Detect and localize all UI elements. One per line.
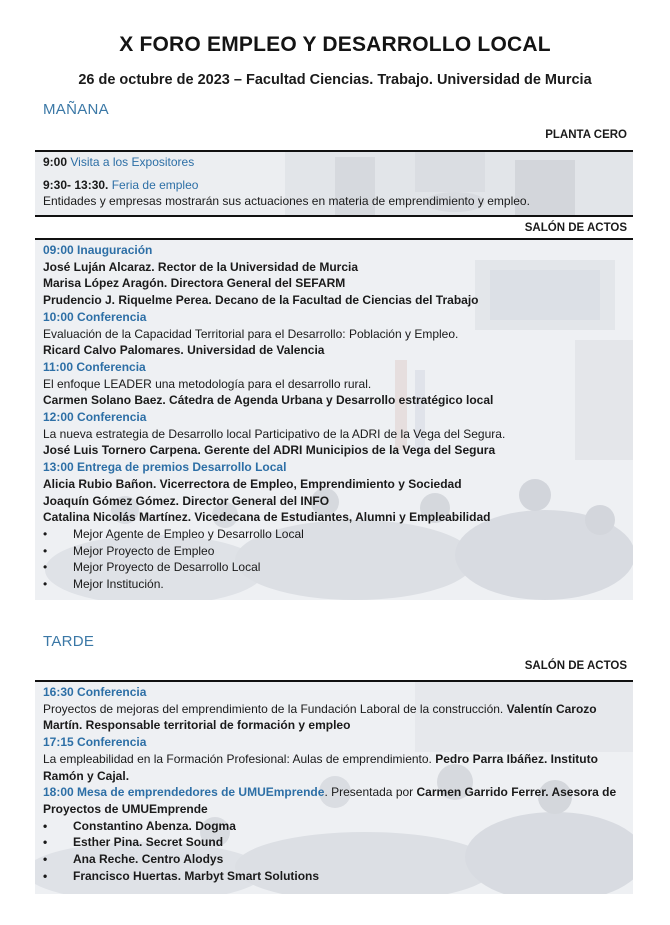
conference-speaker: José Luis Tornero Carpena. Gerente del ADRI Municipios de la Vega del Segura: [43, 443, 496, 458]
list-item: • Mejor Institución.: [43, 577, 164, 592]
award-category: Mejor Institución.: [73, 577, 164, 592]
speaker-line: José Luján Alcaraz. Rector de la Universidad de Murcia: [43, 259, 358, 274]
award-category: Mejor Proyecto de Desarrollo Local: [73, 560, 261, 575]
conference-description: El enfoque LEADER una metodología para el desarrollo rural.: [43, 376, 372, 391]
conference-title: 10:00 Conferencia: [43, 309, 147, 324]
salon-actos-label: SALÓN DE ACTOS: [524, 222, 627, 234]
panelist: Ana Reche. Centro Alodys: [73, 852, 224, 867]
conference-description: Evaluación de la Capacidad Territorial para el Desarrollo: Población y Empleo.: [43, 326, 459, 341]
conference-speaker: Ricard Calvo Palomares. Universidad de Valencia: [43, 343, 325, 358]
divider: [35, 215, 633, 217]
conference-paragraph: [43, 751, 625, 784]
conference-description: Proyectos de mejoras del emprendimiento de la Fundación Laboral de la construcción.: [43, 701, 504, 716]
award-category: Mejor Agente de Empleo y Desarrollo Local: [73, 526, 304, 541]
speaker-line: Catalina Nicolás Martínez. Vicedecana de Estudiantes, Alumni y Empleabilidad: [43, 510, 491, 525]
speaker-line: Alicia Rubio Bañon. Vicerrectora de Empleo, Emprendimiento y Sociedad: [43, 476, 462, 491]
feria-time: 9:30- 13:30.: [43, 177, 109, 192]
speaker-line: Prudencio J. Riquelme Perea. Decano de la Facultad de Ciencias del Trabajo: [43, 293, 479, 308]
conference-speaker: Carmen Solano Baez. Cátedra de Agenda Urbana y Desarrollo estratégico local: [43, 393, 494, 408]
award-category: Mejor Proyecto de Empleo: [73, 543, 215, 558]
visita-time: 9:00: [43, 155, 68, 169]
afternoon-heading: TARDE: [43, 633, 95, 650]
conference-title: 12:00 Conferencia: [43, 410, 147, 425]
conference-title: 11:00 Conferencia: [43, 359, 146, 374]
list-item: • Mejor Proyecto de Desarrollo Local: [43, 560, 261, 575]
panelist: Constantino Abenza. Dogma: [73, 818, 236, 833]
list-item: • Mejor Proyecto de Empleo: [43, 543, 215, 558]
afternoon-salon-block: [35, 682, 633, 894]
panelist: Francisco Huertas. Marbyt Smart Solutions: [73, 868, 320, 883]
page-title: X FORO EMPLEO Y DESARROLLO LOCAL: [119, 33, 551, 56]
visita-title: Visita a los Expositores: [70, 155, 195, 169]
conference-title: 16:30 Conferencia: [43, 685, 147, 699]
list-item: • Francisco Huertas. Marbyt Smart Solutions: [43, 868, 320, 883]
conference-description: La empleabilidad en la Formación Profesional: Aulas de emprendimiento.: [43, 751, 432, 766]
list-item: • Mejor Agente de Empleo y Desarrollo Local: [43, 526, 304, 541]
mesa-title: 18:00 Mesa de emprendedores de UMUEmprende: [43, 785, 325, 800]
inauguracion-title: 09:00 Inauguración: [43, 243, 153, 257]
conference-speaker: Valentín Carozo Martín. Responsable territorial de formación y empleo: [43, 701, 597, 733]
speaker-line: Joaquín Gómez Gómez. Director General del INFO: [43, 493, 330, 508]
mesa-description: . Presentada por: [324, 785, 414, 800]
speaker-line: Marisa López Aragón. Directora General del SEFARM: [43, 276, 346, 291]
conference-title: 17:15 Conferencia: [43, 735, 147, 750]
awards-title: 13:00 Entrega de premios Desarrollo Local: [43, 460, 287, 475]
feria-description: Entidades y empresas mostrarán sus actuaciones en materia de emprendimiento y empleo.: [43, 194, 530, 209]
list-item: • Ana Reche. Centro Alodys: [43, 852, 224, 867]
list-item: • Constantino Abenza. Dogma: [43, 818, 236, 833]
feria-title: Feria de empleo: [111, 177, 199, 192]
planta-cero-label: PLANTA CERO: [545, 129, 627, 141]
mesa-presenter: Carmen Garrido Ferrer. Asesora de Proyectos de UMUEmprende: [43, 785, 617, 816]
conference-description: La nueva estrategia de Desarrollo local Participativo de la ADRI de la Vega del Segura.: [43, 426, 506, 441]
event-date-location: 26 de octubre de 2023 – Facultad Ciencias. Trabajo. Universidad de Murcia: [78, 72, 592, 88]
planta-cero-block: [35, 152, 633, 215]
list-item: • Esther Pina. Secret Sound: [43, 835, 224, 850]
mesa-paragraph: [43, 784, 625, 817]
morning-salon-block: [35, 240, 633, 600]
salon-actos-label: SALÓN DE ACTOS: [524, 660, 627, 672]
morning-heading: MAÑANA: [43, 101, 109, 118]
panelist: Esther Pina. Secret Sound: [73, 835, 224, 850]
conference-speaker: Pedro Parra Ibáñez. Instituto Ramón y Cajal.: [43, 751, 598, 783]
conference-paragraph: [43, 701, 625, 734]
